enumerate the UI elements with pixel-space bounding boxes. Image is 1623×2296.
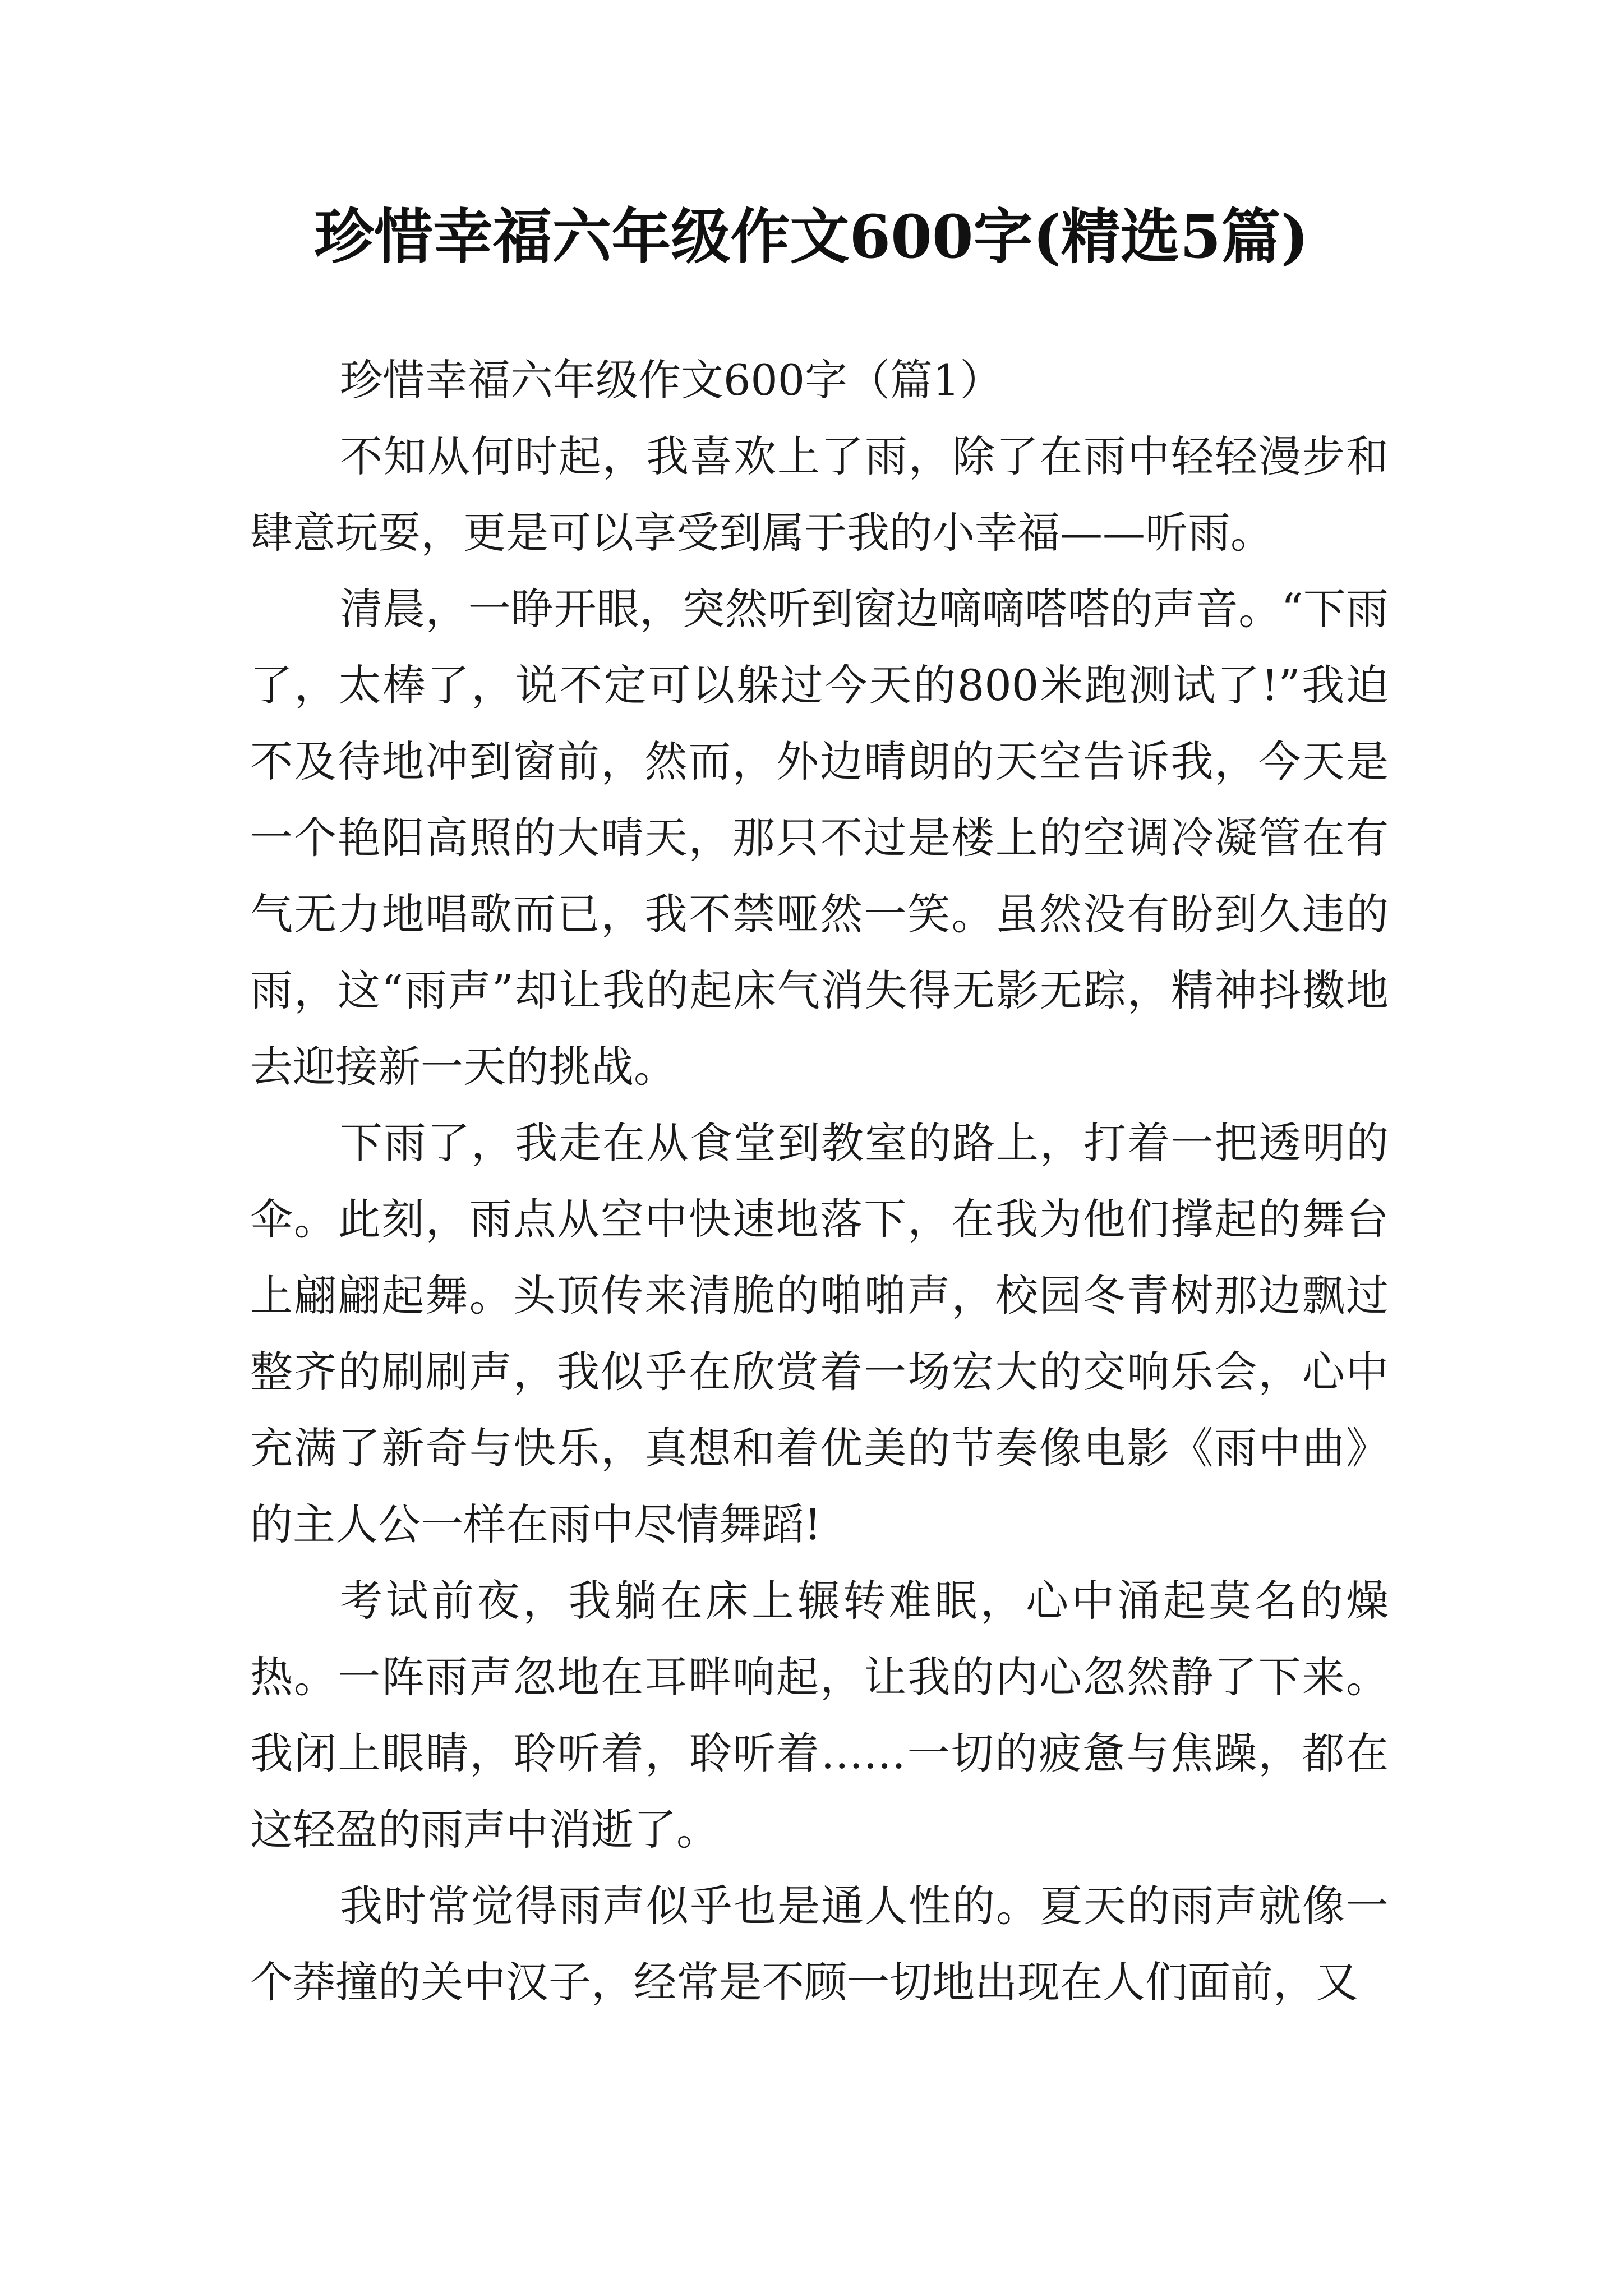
paragraph-1: 不知从何时起，我喜欢上了雨，除了在雨中轻轻漫步和肆意玩耍，更是可以享受到属于我的小幸福——听雨。 xyxy=(250,431,1389,558)
document-title: 珍惜幸福六年级作文600字(精选5篇) xyxy=(314,201,1309,272)
paragraph-3: 下雨了，我走在从食堂到教室的路上，打着一把透明的伞。此刻，雨点从空中快速地落下，在我为他们撑起的舞台上翩翩起舞。头顶传来清脆的啪啪声，校园冬青树那边飘过整齐的刷刷声，我似乎在欣赏着一场宏大的交响乐会，心中充满了新奇与快乐，真想和着优美的节奏像电影《雨中曲》的主人公一样在雨中尽情舞蹈! xyxy=(250,1118,1389,1549)
section-heading: 珍惜幸福六年级作文600字（篇1） xyxy=(340,355,1003,405)
document-body xyxy=(250,342,1389,2021)
paragraph-4: 考试前夜，我躺在床上辗转难眠，心中涌起莫名的燥热。一阵雨声忽地在耳畔响起，让我的内心忽然静了下来。我闭上眼睛，聆听着，聆听着……一切的疲惫与焦躁，都在这轻盈的雨声中消逝了。 xyxy=(250,1576,1389,1855)
paragraph-5: 我时常觉得雨声似乎也是通人性的。夏天的雨声就像一个莽撞的关中汉子，经常是不顾一切地出现在人们面前，又 xyxy=(250,1881,1389,2007)
paragraph-2: 清晨，一睁开眼，突然听到窗边嘀嘀嗒嗒的声音。“下雨了，太棒了，说不定可以躲过今天的800米跑测试了!”我迫不及待地冲到窗前，然而，外边晴朗的天空告诉我，今天是一个艳阳高照的大晴天，那只不过是楼上的空调冷凝管在有气无力地唱歌而已，我不禁哑然一笑。虽然没有盼到久违的雨，这“雨声”却让我的起床气消失得无影无踪，精神抖擞地去迎接新一天的挑战。 xyxy=(250,584,1389,1092)
